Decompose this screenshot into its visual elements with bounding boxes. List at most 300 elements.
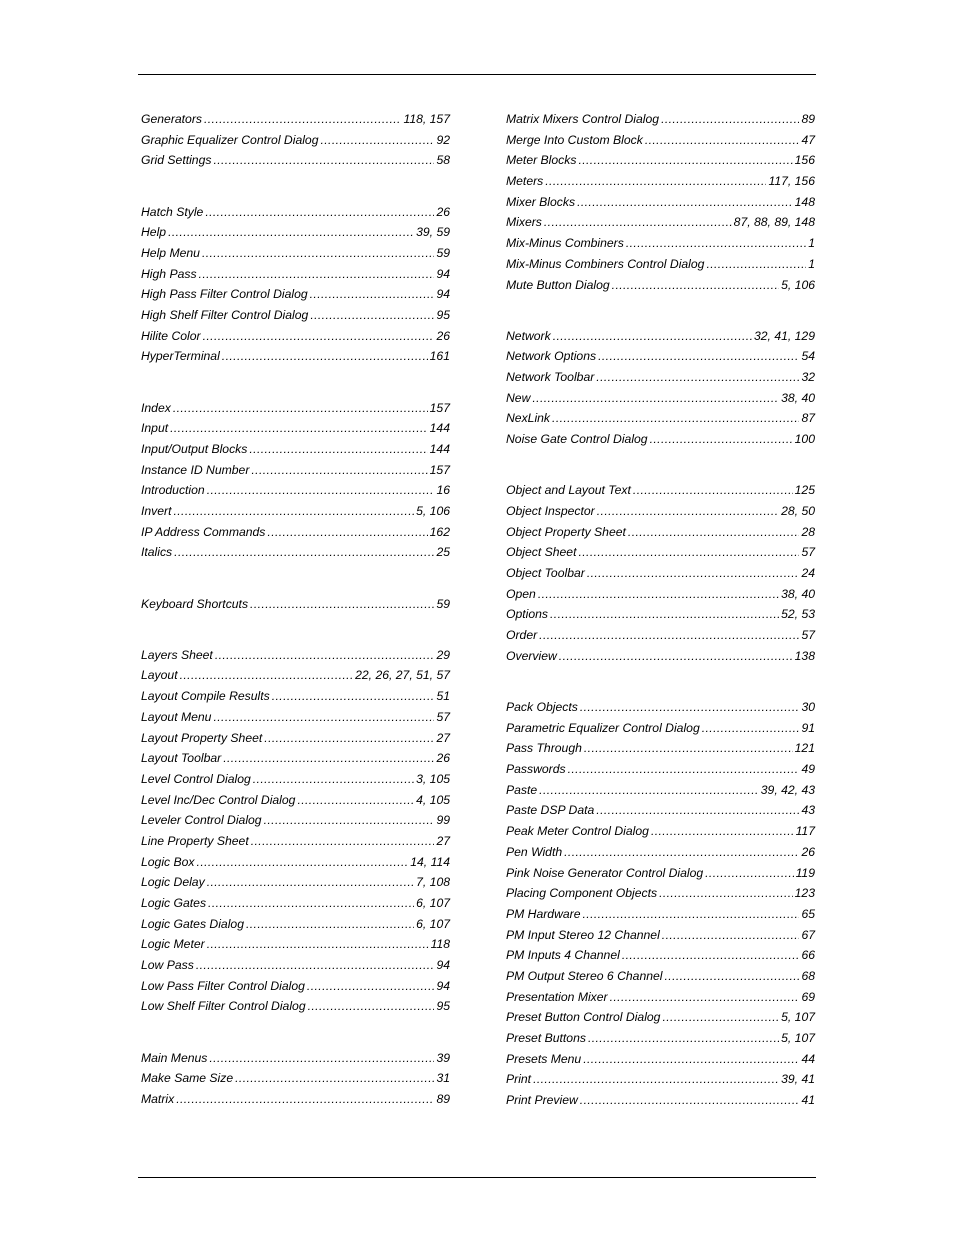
index-entry [506, 987, 815, 1008]
index-term: Generators [141, 112, 202, 126]
index-term: Hatch Style [141, 204, 204, 219]
index-term: Mix-Minus Combiners [506, 236, 624, 251]
dot-leader [702, 718, 800, 739]
dot-leader [253, 769, 414, 790]
dot-leader [264, 810, 435, 831]
dot-leader [297, 790, 414, 811]
index-page-numbers: 22, 26, 27, 51, 57 [355, 668, 450, 683]
index-term: Input/Output Blocks [141, 441, 248, 456]
index-page-numbers: 5, 106 [416, 504, 450, 518]
index-page-numbers: 38, 40 [781, 586, 815, 601]
index-term: Pack Objects [506, 700, 578, 714]
group-gap [506, 295, 815, 326]
index-term: Parametric Equalizer Control Dialog [506, 720, 700, 735]
index-page-numbers: 57 [801, 628, 815, 643]
index-entry [506, 109, 815, 130]
index-page-numbers: 25 [436, 545, 450, 560]
index-page-numbers: 59 [436, 245, 450, 260]
dot-leader [532, 388, 779, 409]
dot-leader [246, 914, 414, 935]
index-page-numbers: 1 [808, 256, 815, 271]
index-term: Matrix Mixers Control Dialog [506, 112, 660, 126]
index-entry [141, 326, 450, 347]
index-term: PM Inputs 4 Channel [506, 948, 620, 963]
index-page-numbers: 148 [794, 194, 815, 209]
index-entry [506, 429, 815, 450]
index-entry [506, 646, 815, 667]
index-entry [141, 130, 450, 151]
dot-leader [584, 738, 793, 759]
index-term: Main Menus [141, 1050, 208, 1065]
dot-leader [197, 852, 409, 873]
index-page-numbers: 30 [801, 700, 815, 714]
dot-leader [170, 418, 428, 439]
index-term: Introduction [141, 483, 205, 498]
dot-leader [564, 842, 799, 863]
index-page-numbers: 119 [795, 865, 815, 880]
index-letter-group [141, 398, 450, 564]
index-entry [141, 707, 450, 728]
dot-leader [207, 872, 414, 893]
index-term: Logic Gates [141, 896, 207, 910]
index-term: Mute Button Dialog [506, 277, 610, 292]
index-page-numbers: 26 [801, 844, 815, 859]
dot-leader [205, 202, 434, 223]
index-term: Open [506, 586, 536, 601]
dot-leader [215, 645, 435, 666]
index-term: IP Address Commands [141, 524, 266, 539]
index-term: Network Options [506, 349, 597, 364]
index-page-numbers: 44 [801, 1051, 815, 1066]
index-page-numbers: 4, 105 [416, 792, 450, 807]
dot-leader [203, 326, 435, 347]
dot-leader [545, 171, 766, 192]
index-term: New [506, 390, 531, 405]
group-gap [506, 667, 815, 698]
index-term: Graphic Equalizer Control Dialog [141, 132, 319, 147]
index-page-numbers: 117 [795, 824, 815, 839]
index-page-numbers: 26 [436, 204, 450, 219]
dot-leader [173, 398, 428, 419]
index-term: Layers Sheet [141, 647, 213, 662]
index-entry [506, 480, 815, 501]
index-page-numbers: 138 [794, 648, 815, 663]
index-entry [141, 1048, 450, 1069]
dot-leader [705, 863, 793, 884]
index-entry [141, 522, 450, 543]
index-entry [141, 460, 450, 481]
index-page-numbers: 49 [801, 762, 815, 777]
index-entry [141, 790, 450, 811]
index-entry [506, 925, 815, 946]
index-entry [506, 563, 815, 584]
index-page-numbers: 3, 105 [416, 771, 450, 786]
index-page-numbers: 65 [801, 906, 815, 921]
dot-leader [176, 1089, 434, 1110]
index-page-numbers: 32 [801, 370, 815, 385]
index-letter-group [141, 645, 450, 1017]
index-term: Help Menu [141, 245, 200, 260]
index-entry [506, 800, 815, 821]
index-letter-group [506, 480, 815, 666]
index-page-numbers: 1 [808, 236, 815, 251]
dot-leader [202, 243, 434, 264]
index-entry [506, 966, 815, 987]
dot-leader [168, 222, 414, 243]
index-page-numbers: 121 [794, 741, 815, 756]
index-page-numbers: 28 [801, 524, 815, 539]
index-term: Passwords [506, 762, 566, 777]
index-term: Low Shelf Filter Control Dialog [141, 999, 306, 1014]
index-page-numbers: 29 [436, 647, 450, 662]
dot-leader [706, 254, 806, 275]
index-entry [506, 275, 815, 296]
index-page-numbers: 91 [801, 720, 815, 735]
index-page-numbers: 5, 107 [781, 1010, 815, 1025]
index-entry [506, 130, 815, 151]
index-entry [506, 584, 815, 605]
dot-leader [550, 604, 779, 625]
index-entry [506, 326, 815, 347]
index-entry [141, 769, 450, 790]
index-page-numbers: 51 [436, 689, 450, 704]
index-entry [141, 748, 450, 769]
dot-leader [250, 594, 434, 615]
index-page-numbers: 52, 53 [781, 607, 815, 622]
index-page-numbers: 5, 107 [781, 1031, 815, 1045]
dot-leader [662, 1007, 779, 1028]
index-term: Logic Meter [141, 937, 205, 952]
index-entry [141, 150, 450, 171]
index-entry [506, 171, 815, 192]
index-entry [506, 718, 815, 739]
dot-leader [222, 346, 428, 367]
index-page-numbers: 54 [801, 349, 815, 364]
index-term: Italics [141, 545, 173, 560]
header-rule [138, 74, 816, 75]
index-term: Leveler Control Dialog [141, 813, 262, 828]
dot-leader [665, 966, 800, 987]
index-letter-group [506, 697, 815, 1111]
dot-leader [633, 480, 793, 501]
dot-leader [588, 1028, 779, 1049]
dot-leader [213, 707, 434, 728]
index-entry [506, 254, 815, 275]
index-term: Object Sheet [506, 545, 577, 560]
index-entry [506, 212, 815, 233]
index-page-numbers: 87 [801, 411, 815, 426]
dot-leader [213, 150, 434, 171]
dot-leader [578, 150, 792, 171]
index-page-numbers: 66 [801, 948, 815, 963]
index-term: Layout Property Sheet [141, 730, 263, 745]
dot-leader [539, 780, 759, 801]
index-page-numbers: 89 [801, 112, 815, 126]
dot-leader [662, 925, 800, 946]
index-page-numbers: 144 [429, 441, 450, 456]
index-letter-group [141, 594, 450, 615]
index-term: High Shelf Filter Control Dialog [141, 308, 309, 322]
index-letter-group [141, 1048, 450, 1110]
index-page-numbers: 32, 41, 129 [754, 328, 815, 343]
index-page-numbers: 39, 59 [416, 225, 450, 240]
index-term: Overview [506, 648, 557, 663]
index-term: Network [506, 328, 551, 343]
index-entry [141, 243, 450, 264]
index-entry [141, 109, 450, 130]
index-entry [506, 1028, 815, 1049]
index-entry [506, 388, 815, 409]
dot-leader [196, 955, 435, 976]
index-entry [506, 346, 815, 367]
index-page-numbers: 67 [801, 927, 815, 942]
index-page-numbers: 31 [436, 1071, 450, 1086]
index-entry [141, 852, 450, 873]
index-page-numbers: 92 [436, 132, 450, 147]
dot-leader [267, 522, 427, 543]
index-entry [506, 904, 815, 925]
dot-leader [597, 501, 779, 522]
index-page-numbers: 94 [436, 266, 450, 281]
index-entry [506, 738, 815, 759]
index-entry [506, 625, 815, 646]
index-term: Preset Buttons [506, 1031, 586, 1045]
index-term: Noise Gate Control Dialog [506, 432, 648, 447]
dot-leader [235, 1068, 434, 1089]
index-term: Options [506, 607, 549, 622]
group-gap [506, 450, 815, 481]
index-entry [141, 501, 450, 522]
index-entry [141, 542, 450, 563]
index-term: Layout Toolbar [141, 751, 222, 766]
index-letter-group [141, 109, 450, 171]
index-page-numbers: 94 [436, 978, 450, 993]
index-term: Logic Box [141, 854, 195, 869]
index-page-numbers: 144 [429, 421, 450, 436]
index-entry [141, 398, 450, 419]
index-page-numbers: 58 [436, 153, 450, 168]
index-term: Hilite Color [141, 328, 201, 343]
index-entry [141, 976, 450, 997]
index-page-numbers: 94 [436, 958, 450, 973]
dot-leader [568, 759, 800, 780]
index-term: PM Input Stereo 12 Channel [506, 927, 660, 942]
index-page-numbers: 57 [801, 545, 815, 560]
index-entry [141, 305, 450, 326]
index-entry [506, 759, 815, 780]
index-entry [506, 367, 815, 388]
index-term: Mixer Blocks [506, 194, 576, 209]
dot-leader [587, 563, 800, 584]
dot-leader [208, 893, 414, 914]
index-page-numbers: 118 [430, 937, 450, 952]
dot-leader [538, 584, 779, 605]
index-page-numbers: 68 [801, 968, 815, 983]
index-term: Print Preview [506, 1093, 578, 1108]
index-letter-group [506, 109, 815, 295]
index-term: Logic Delay [141, 875, 205, 890]
index-page-numbers: 14, 114 [410, 854, 450, 869]
index-page-numbers: 117, 156 [768, 174, 815, 189]
index-entry [506, 780, 815, 801]
dot-leader [553, 326, 752, 347]
dot-leader [207, 934, 429, 955]
index-entry [141, 728, 450, 749]
group-gap [141, 367, 450, 398]
dot-leader [612, 275, 779, 296]
dot-leader [310, 305, 434, 326]
index-term: Mix-Minus Combiners Control Dialog [506, 256, 705, 271]
index-page-numbers: 27 [436, 730, 450, 745]
index-entry [506, 1090, 815, 1111]
dot-leader [544, 212, 732, 233]
index-term: High Pass [141, 266, 197, 281]
index-page-numbers: 99 [436, 813, 450, 828]
dot-leader [626, 233, 806, 254]
dot-leader [598, 346, 799, 367]
index-entry [506, 542, 815, 563]
index-term: Logic Gates Dialog [141, 916, 244, 931]
index-page-numbers: 27 [436, 833, 450, 848]
index-term: Help [141, 225, 167, 240]
index-term: Level Control Dialog [141, 771, 251, 786]
dot-leader [199, 264, 435, 285]
index-entry [141, 264, 450, 285]
index-entry [141, 996, 450, 1017]
index-entry [506, 697, 815, 718]
footer-rule [138, 1177, 816, 1178]
dot-leader [610, 987, 800, 1008]
index-entry [506, 945, 815, 966]
index-page-numbers: 95 [436, 308, 450, 322]
index-page-numbers: 87, 88, 89, 148 [733, 215, 815, 230]
dot-leader [583, 904, 800, 925]
dot-leader [251, 460, 427, 481]
index-column-right [506, 109, 815, 1111]
index-term: Placing Component Objects [506, 886, 658, 901]
dot-leader [251, 831, 435, 852]
index-term: Line Property Sheet [141, 833, 249, 848]
index-letter-group [141, 202, 450, 368]
index-term: Meters [506, 174, 544, 189]
index-entry [506, 522, 815, 543]
index-term: Object Toolbar [506, 566, 585, 581]
dot-leader [223, 748, 434, 769]
group-gap [141, 1017, 450, 1048]
index-entry [506, 604, 815, 625]
dot-leader [583, 1049, 799, 1070]
index-entry [506, 1007, 815, 1028]
index-page-numbers: 39 [436, 1050, 450, 1065]
index-entry [141, 914, 450, 935]
index-term: Layout Menu [141, 709, 212, 724]
index-entry [141, 645, 450, 666]
index-page-numbers: 125 [794, 483, 815, 498]
index-term: Grid Settings [141, 153, 212, 168]
index-page-numbers: 123 [794, 886, 815, 901]
index-entry [506, 883, 815, 904]
dot-leader [308, 996, 435, 1017]
index-page-numbers: 47 [801, 132, 815, 147]
index-entry [506, 192, 815, 213]
dot-leader [580, 697, 800, 718]
index-term: Merge Into Custom Block [506, 132, 643, 147]
index-entry [141, 893, 450, 914]
dot-leader [209, 1048, 434, 1069]
index-page-numbers: 89 [436, 1092, 450, 1106]
index-term: Mixers [506, 215, 542, 230]
index-entry [141, 1089, 450, 1110]
index-term: Object Property Sheet [506, 524, 626, 539]
index-page-numbers: 28, 50 [781, 504, 815, 518]
index-entry [141, 872, 450, 893]
index-entry [506, 842, 815, 863]
dot-leader [264, 728, 434, 749]
index-entry [506, 233, 815, 254]
index-term: PM Output Stereo 6 Channel [506, 968, 663, 983]
index-page-numbers: 16 [436, 483, 450, 498]
dot-leader [320, 130, 434, 151]
index-term: Peak Meter Control Dialog [506, 824, 649, 839]
index-term: Print [506, 1072, 532, 1087]
index-term: Low Pass [141, 958, 194, 973]
index-page-numbers: 95 [436, 999, 450, 1014]
index-term: Layout [141, 668, 178, 683]
index-page-numbers: 157 [429, 462, 450, 477]
index-entry [506, 501, 815, 522]
dot-leader [651, 821, 794, 842]
index-entry [506, 821, 815, 842]
index-term: Pass Through [506, 741, 582, 756]
index-page-numbers: 38, 40 [781, 390, 815, 405]
index-term: Input [141, 421, 169, 436]
index-term: High Pass Filter Control Dialog [141, 287, 308, 302]
index-entry [141, 686, 450, 707]
dot-leader [650, 429, 793, 450]
dot-leader [559, 646, 793, 667]
index-page-numbers: 39, 42, 43 [760, 782, 815, 797]
index-term: Layout Compile Results [141, 689, 270, 704]
index-page-numbers: 7, 108 [416, 875, 450, 890]
index-entry [141, 346, 450, 367]
dot-leader [272, 686, 435, 707]
index-term: Index [141, 400, 171, 415]
index-page-numbers: 39, 41 [781, 1072, 815, 1087]
index-term: Keyboard Shortcuts [141, 596, 249, 611]
index-term: Object and Layout Text [506, 483, 631, 498]
dot-leader [580, 1090, 800, 1111]
index-entry [141, 934, 450, 955]
dot-leader [307, 976, 435, 997]
dot-leader [249, 439, 427, 460]
index-page-numbers: 6, 107 [416, 916, 450, 931]
index-entry [506, 1049, 815, 1070]
group-gap [141, 614, 450, 645]
dot-leader [578, 542, 799, 563]
index-term: Object Inspector [506, 504, 595, 518]
dot-leader [628, 522, 800, 543]
dot-leader [659, 883, 793, 904]
index-letter-group [506, 326, 815, 450]
index-page-numbers: 24 [801, 566, 815, 581]
index-entry [141, 418, 450, 439]
dot-leader [622, 945, 800, 966]
index-page-numbers: 26 [436, 751, 450, 766]
index-entry [506, 863, 815, 884]
index-term: Instance ID Number [141, 462, 250, 477]
index-term: Pen Width [506, 844, 563, 859]
index-page-numbers: 41 [801, 1093, 815, 1108]
